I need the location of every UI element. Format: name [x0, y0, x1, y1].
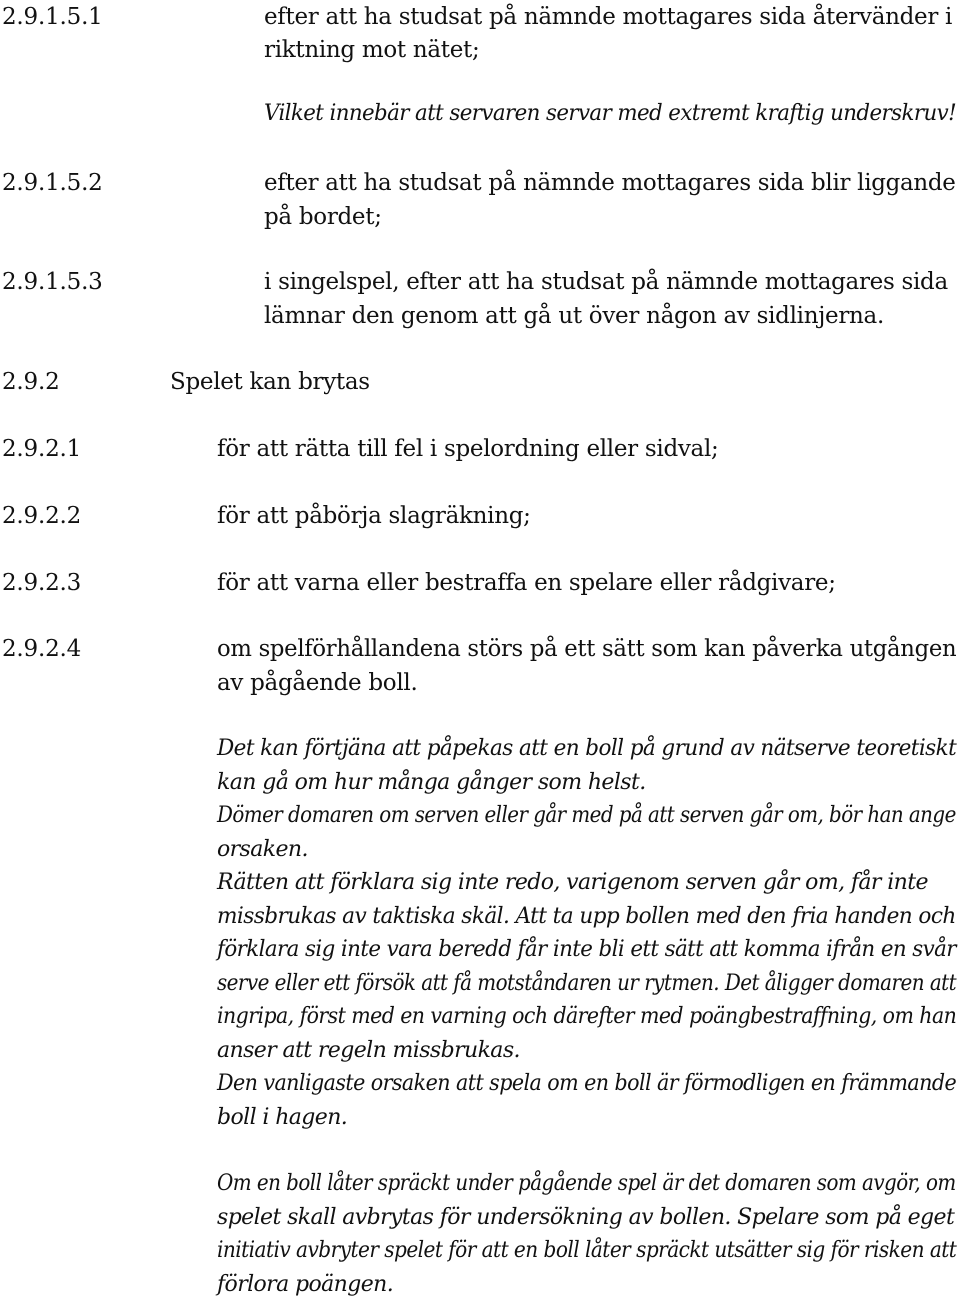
item-text-line: lämnar den genom att gå ut över någon av sidlinjerna. [264, 303, 884, 329]
item-number: 2.9.1.5.3 [2, 269, 103, 295]
commentary-line: Rätten att förklara sig inte redo, varigenom serven går om, får inte [217, 870, 928, 895]
commentary-line: Dömer domaren om serven eller går med på att serven går om, bör han ange [217, 803, 956, 828]
item-number: 2.9.1.5.2 [2, 170, 103, 196]
item-text-line: efter att ha studsat på nämnde mottagares sida blir liggande [264, 170, 956, 196]
commentary-line: Det kan förtjäna att påpekas att en boll på grund av nätserve teoretiskt [217, 736, 957, 761]
commentary-line: serve eller ett försök att få motståndaren ur rytmen. Det åligger domaren att [217, 971, 957, 996]
commentary-line: boll i hagen. [217, 1105, 348, 1130]
commentary-line: missbrukas av taktiska skäl. Att ta upp bollen med den fria handen och [217, 904, 956, 929]
item-text-line: i singelspel, efter att ha studsat på nämnde mottagares sida [264, 269, 948, 295]
commentary-line: ingripa, först med en varning och därefter med poängbestraffning, om han [217, 1004, 957, 1029]
item-number: 2.9.2.3 [2, 570, 82, 596]
item-text-line: för att varna eller bestraffa en spelare eller rådgivare; [217, 570, 836, 596]
item-text-line: om spelförhållandena störs på ett sätt som kan påverka utgången [217, 636, 957, 662]
item-text-line: av pågående boll. [217, 670, 418, 696]
item-text-line: efter att ha studsat på nämnde mottagares sida återvänder i [264, 4, 953, 30]
commentary-line: förklara sig inte vara beredd får inte bli ett sätt att komma ifrån en svår [217, 937, 956, 962]
item-number: 2.9.2.4 [2, 636, 82, 662]
section-heading: Spelet kan brytas [170, 369, 370, 395]
item-text-line: på bordet; [264, 204, 382, 230]
commentary-line: anser att regeln missbrukas. [217, 1038, 520, 1063]
item-text-line: för att rätta till fel i spelordning eller sidval; [217, 436, 719, 462]
commentary-line: spelet skall avbrytas för undersökning av bollen. Spelare som på eget [217, 1205, 955, 1230]
item-note: Vilket innebär att servaren servar med extremt kraftig underskruv! [264, 101, 957, 126]
commentary-line: förlora poängen. [217, 1272, 394, 1297]
commentary-line: orsaken. [217, 837, 308, 862]
item-text-line: riktning mot nätet; [264, 37, 480, 63]
section-number: 2.9.2 [2, 369, 60, 395]
commentary-line: Den vanligaste orsaken att spela om en boll är förmodligen en främmande [217, 1071, 957, 1096]
item-number: 2.9.2.1 [2, 436, 82, 462]
commentary-line: kan gå om hur många gånger som helst. [217, 770, 646, 795]
item-text-line: för att påbörja slagräkning; [217, 503, 531, 529]
item-number: 2.9.1.5.1 [2, 4, 103, 30]
item-number: 2.9.2.2 [2, 503, 82, 529]
commentary-line: Om en boll låter spräckt under pågående spel är det domaren som avgör, om [217, 1171, 956, 1196]
commentary-line: initiativ avbryter spelet för att en boll låter spräckt utsätter sig för risken att [217, 1238, 957, 1263]
